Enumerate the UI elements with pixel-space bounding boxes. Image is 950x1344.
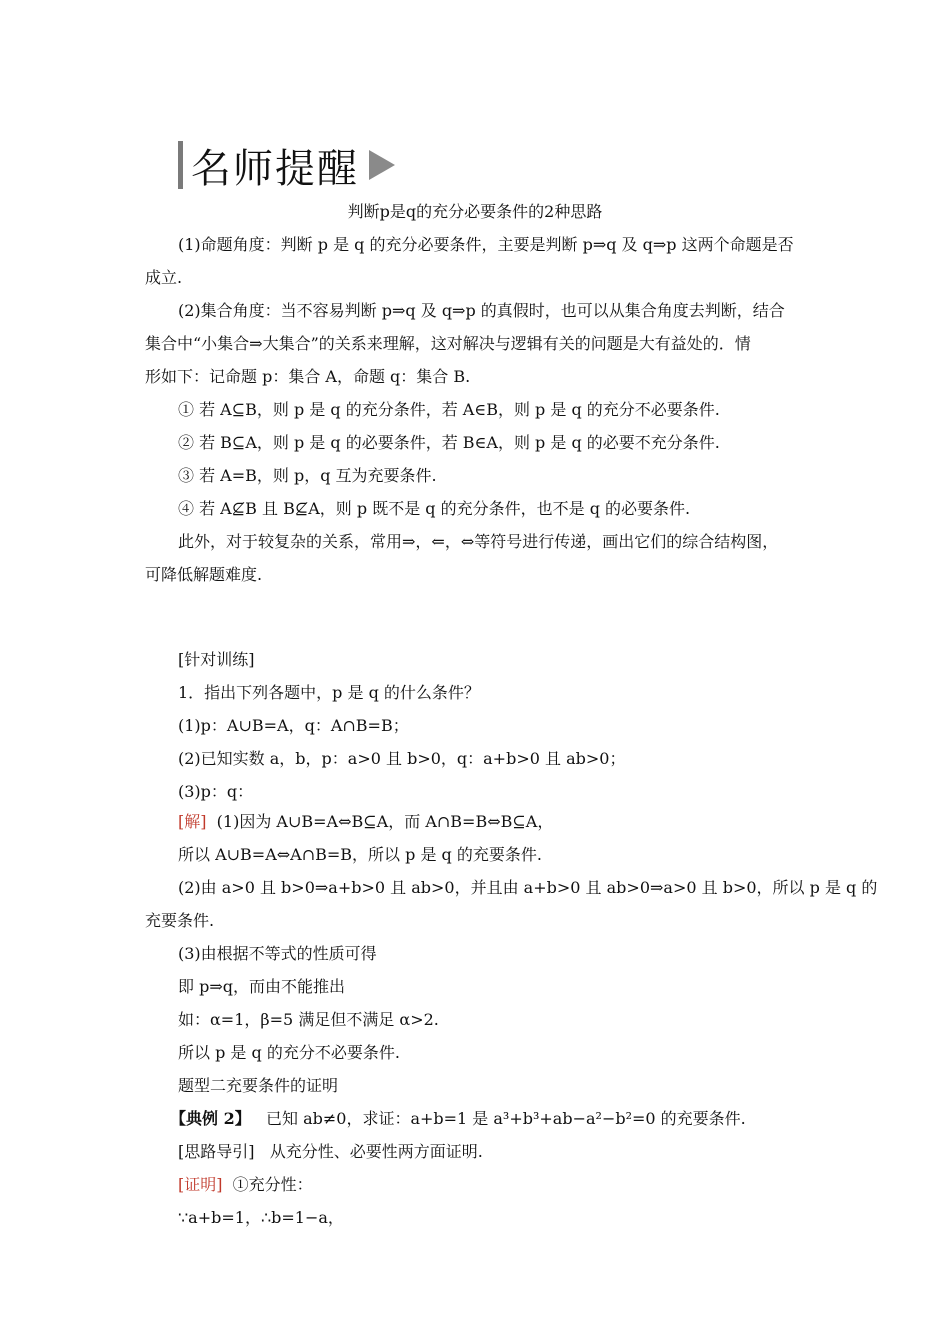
exercise-line: (3)p：q： — [178, 782, 254, 801]
hint-text: 从充分性、必要性两方面证明. — [269, 1142, 483, 1161]
tips-line: ② 若 B⊆A，则 p 是 q 的必要条件，若 B∈A，则 p 是 q 的必要不充分条件. — [178, 433, 720, 452]
tips-line: 集合中“小集合⇒大集合”的关系来理解，这对解决与逻辑有关的问题是大有益处的．情 — [145, 334, 751, 353]
tips-line: ① 若 A⊆B，则 p 是 q 的充分条件，若 A∈B，则 p 是 q 的充分不必要条件. — [178, 400, 720, 419]
solution-line — [178, 812, 553, 832]
proof-text: ①充分性： — [232, 1175, 313, 1194]
proof-line — [178, 1175, 313, 1195]
tips-line: ③ 若 A=B，则 p，q 互为充要条件. — [178, 466, 437, 485]
tips-line: 此外，对于较复杂的关系，常用⇒，⇐，⇔等符号进行传递，画出它们的综合结构图， — [178, 532, 779, 551]
solution-line: 如：α=1，β=5 满足但不满足 α>2. — [178, 1010, 439, 1029]
tips-line: 成立. — [145, 268, 183, 287]
tips-banner — [178, 138, 395, 192]
solution-line: 即 p⇒q，而由不能推出 — [178, 977, 345, 996]
exercise-line: 1．指出下列各题中，p 是 q 的什么条件？ — [178, 683, 480, 702]
solution-text: (1)因为 A∪B=A⇔B⊆A，而 A∩B=B⇔B⊆A， — [216, 812, 554, 831]
solution-line: 所以 A∪B=A⇔A∩B=B，所以 p 是 q 的充要条件. — [178, 845, 542, 864]
hint-tag: [思路导引] — [178, 1142, 255, 1161]
solution-line: (2)由 a>0 且 b>0⇒a+b>0 且 ab>0，并且由 a+b>0 且 ab>0⇒a>0 且 b>0，所以 p 是 q 的 — [178, 878, 878, 897]
tips-line: (1)命题角度：判断 p 是 q 的充分必要条件，主要是判断 p⇒q 及 q⇒p 这两个命题是否 — [178, 235, 794, 254]
section-heading: 题型二充要条件的证明 — [178, 1076, 339, 1095]
example-tag: 【典例 2】 — [170, 1109, 251, 1128]
solution-line: 所以 p 是 q 的充分不必要条件. — [178, 1043, 400, 1062]
tips-line: 形如下：记命题 p：集合 A，命题 q：集合 B. — [145, 367, 471, 386]
solution-line: 充要条件. — [145, 911, 215, 930]
proof-tag: [证明] — [178, 1175, 223, 1194]
exercise-line: (2)已知实数 a，b，p：a>0 且 b>0，q：a+b>0 且 ab>0； — [178, 749, 626, 768]
tips-subtitle: 判断p是q的充分必要条件的2种思路 — [347, 202, 603, 221]
example-text: 已知 ab≠0，求证：a+b=1 是 a³+b³+ab−a²−b²=0 的充要条件. — [265, 1109, 746, 1128]
example-line — [170, 1109, 746, 1129]
proof-step: ∵a+b=1，∴b=1−a， — [178, 1208, 344, 1227]
solution-tag: [解] — [178, 812, 207, 831]
hint-line — [178, 1142, 483, 1162]
exercise-line: (1)p：A∪B=A，q：A∩B=B； — [178, 716, 409, 735]
triangle-arrow-icon — [369, 150, 395, 180]
tips-line: ④ 若 A⊈B 且 B⊈A，则 p 既不是 q 的充分条件，也不是 q 的必要条件. — [178, 499, 691, 518]
solution-line: (3)由根据不等式的性质可得 — [178, 944, 377, 963]
tips-line: (2)集合角度：当不容易判断 p⇒q 及 q⇒p 的真假时，也可以从集合角度去判断，结合 — [178, 301, 785, 320]
exercise-heading: [针对训练] — [178, 650, 255, 669]
tips-line: 可降低解题难度. — [145, 565, 263, 584]
banner-title: 名师提醒 — [191, 145, 359, 192]
banner-bar — [178, 141, 183, 189]
